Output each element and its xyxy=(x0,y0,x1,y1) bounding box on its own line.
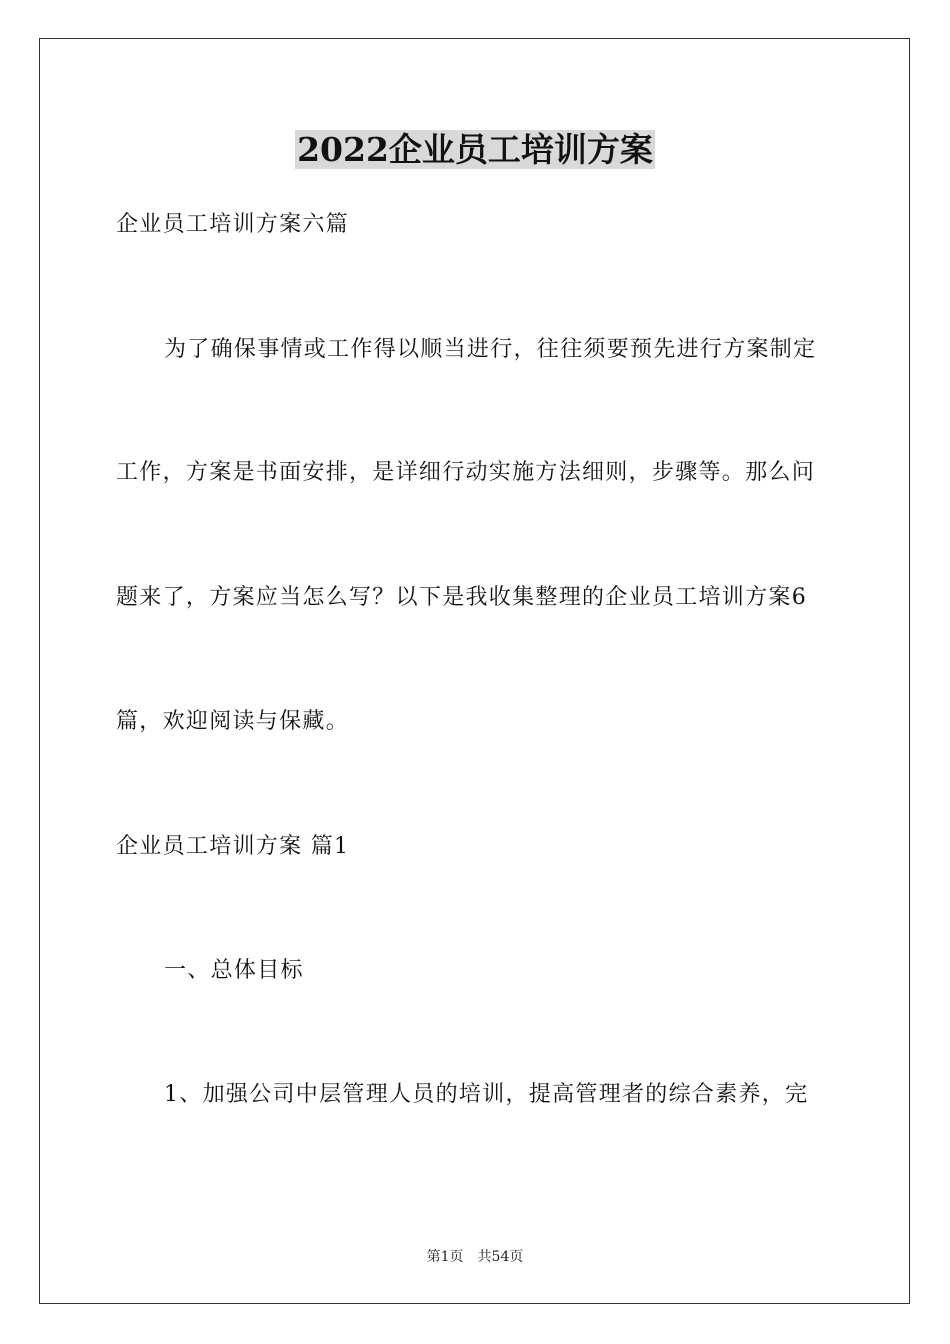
list-item-1: 1、加强公司中层管理人员的培训，提高管理者的综合素养，完 xyxy=(164,1082,809,1107)
subtitle-line: 企业员工培训方案六篇 xyxy=(116,212,350,237)
document-title-text: 2022企业员工培训方案 xyxy=(297,130,653,169)
document-title xyxy=(0,126,950,174)
paragraph-line-2: 工作，方案是书面安排，是详细行动实施方法细则，步骤等。那么问 xyxy=(116,460,816,485)
subsection-heading: 一、总体目标 xyxy=(164,958,304,983)
page-number: 第1页 xyxy=(426,1249,464,1265)
section-heading: 企业员工培训方案 篇1 xyxy=(116,834,350,859)
page-footer xyxy=(0,1247,950,1267)
paragraph-line-1: 为了确保事情或工作得以顺当进行，往往须要预先进行方案制定 xyxy=(164,337,817,362)
paragraph-line-4: 篇，欢迎阅读与保藏。 xyxy=(116,709,350,734)
page-total: 共54页 xyxy=(477,1249,524,1265)
paragraph-line-3: 题来了，方案应当怎么写？以下是我收集整理的企业员工培训方案6 xyxy=(116,585,807,610)
